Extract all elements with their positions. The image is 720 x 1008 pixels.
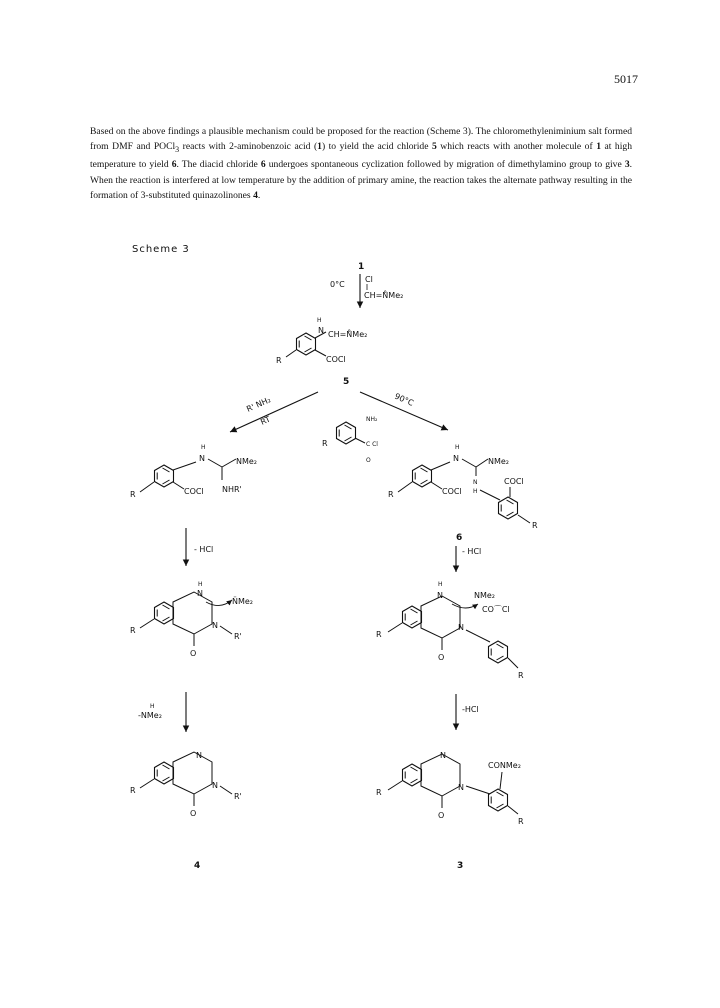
n-label-5: N: [318, 326, 324, 335]
page-number: 5017: [614, 72, 638, 86]
o-label-product-4: O: [190, 809, 197, 818]
h-label-left-2: H: [198, 581, 203, 588]
compound-4-label: 4: [194, 861, 201, 871]
left-reagent-label: R' NH₂: [245, 395, 273, 414]
n-label-product-4b: N: [212, 781, 218, 790]
temp-0-label: 0°C: [330, 280, 345, 289]
r-label-right-2: R: [532, 521, 538, 530]
cocl-label-5: COCl: [326, 355, 346, 364]
benzene-ring-right-3: [403, 606, 422, 628]
o-label-product-3: O: [438, 811, 445, 820]
r-label-right-3: R: [376, 630, 382, 639]
benzene-ring-left-2: [155, 602, 174, 624]
n-label-right-1: N: [453, 454, 459, 463]
benzene-ring-right-2: [499, 497, 518, 519]
benzene-ring-product-3: [403, 764, 422, 786]
left-condition-label: RT: [259, 414, 272, 427]
h-label-right-1: H: [455, 444, 460, 451]
n-label-product-3a: N: [440, 751, 446, 760]
reagent-cl-label: Cl: [365, 275, 373, 284]
o-label-left-2: O: [190, 649, 197, 658]
h-label-5: H: [317, 317, 322, 324]
h-label-elim: H: [150, 703, 155, 710]
r-label-right-4: R: [518, 671, 524, 680]
cocl-label-right-2: COCl: [504, 477, 524, 486]
benzene-ring-reagent: [337, 422, 356, 444]
o-label-right-3: O: [438, 653, 445, 662]
benzene-ring-5: [297, 333, 316, 355]
cocl-label-right-1: COCl: [442, 487, 462, 496]
scheme-title: Scheme 3: [132, 244, 190, 255]
n-label-left-2: N: [197, 589, 203, 598]
minus-nme2-label: -NMe₂: [138, 711, 162, 720]
nme2-label-left-1: NMe₂: [236, 457, 258, 466]
nh2-label: NH₂: [366, 416, 378, 423]
benzene-ring-right-1: [413, 465, 432, 487]
n-label-product-4a: N: [196, 751, 202, 760]
n-label-right-3: N: [437, 591, 443, 600]
right-temp-label: 90°C: [393, 391, 415, 408]
o-label-reagent: O: [366, 457, 371, 464]
r-label-left-1: R: [130, 490, 136, 499]
nme2-label-right-3: NMe₂: [474, 591, 496, 600]
minus-hcl-right-2: -HCl: [462, 705, 479, 714]
r-label-left-2: R: [130, 626, 136, 635]
cocl-label-left-1: COCl: [184, 487, 204, 496]
r-label-product-4: R: [130, 786, 136, 795]
minus-hcl-left: - HCl: [194, 545, 214, 554]
nhr-label: NHR': [222, 485, 242, 494]
r-label-product-3: R: [376, 788, 382, 797]
compound-3-label: 3: [457, 861, 464, 871]
nme2-label-left-2: N̈Me₂: [232, 597, 254, 606]
iminium-label-5: CH=N̊Me₂: [328, 330, 368, 339]
r-label-right-1: R: [388, 490, 394, 499]
conme2-label: CONMe₂: [488, 761, 521, 770]
n-label-right-1b: N: [473, 479, 478, 486]
n-label-product-3b: N: [458, 783, 464, 792]
r-label-5: R: [276, 356, 282, 365]
compound-5-label: 5: [343, 377, 350, 387]
h-label-right-1b: H: [473, 488, 478, 495]
r-label-product-3b: R: [518, 817, 524, 826]
co-cl-label: CO⌒Cl: [482, 605, 510, 614]
reagent-iminium-label: CH=N̊Me₂: [364, 291, 404, 300]
nme2-label-right-1: NMe₂: [488, 457, 510, 466]
n-label-left-2b: N: [212, 621, 218, 630]
benzene-ring-product-4: [155, 762, 174, 784]
n-label-right-3b: N: [458, 623, 464, 632]
r-prime-label-left-2: R': [234, 632, 242, 641]
benzene-ring-left-1: [155, 465, 174, 487]
c-cl-label: C Cl: [366, 441, 378, 448]
minus-hcl-right: - HCl: [462, 547, 482, 556]
benzene-ring-product-3b: [489, 789, 508, 811]
h-label-right-3: H: [438, 581, 443, 588]
r-label-reagent: R: [322, 439, 328, 448]
r-prime-label-product-4: R': [234, 792, 242, 801]
benzene-ring-right-4: [489, 641, 508, 663]
h-label-left-1: H: [201, 444, 206, 451]
compound-1-label: 1: [358, 262, 365, 272]
compound-6-label: 6: [456, 533, 463, 543]
n-label-left-1: N: [199, 454, 205, 463]
body-paragraph: Based on the above findings a plausible mechanism could be proposed for the reaction (Scheme 3). The chloromethyleniminium salt formed from DMF and POCl$_3$ reacts with 2-aminobenzoic acid (1) to yield the acid chloride 5 which reacts with another molecule of 1 at high temperature to yield 6. The diacid chloride 6 undergoes spontaneous cyclization followed by migration of dimethylamino group to give 3. When the reaction is interfered at low temperature by the addition of primary amine, the reaction takes the alternate pathway resulting in the formation of 3-substituted quinazolinones 4.: [90, 126, 633, 201]
